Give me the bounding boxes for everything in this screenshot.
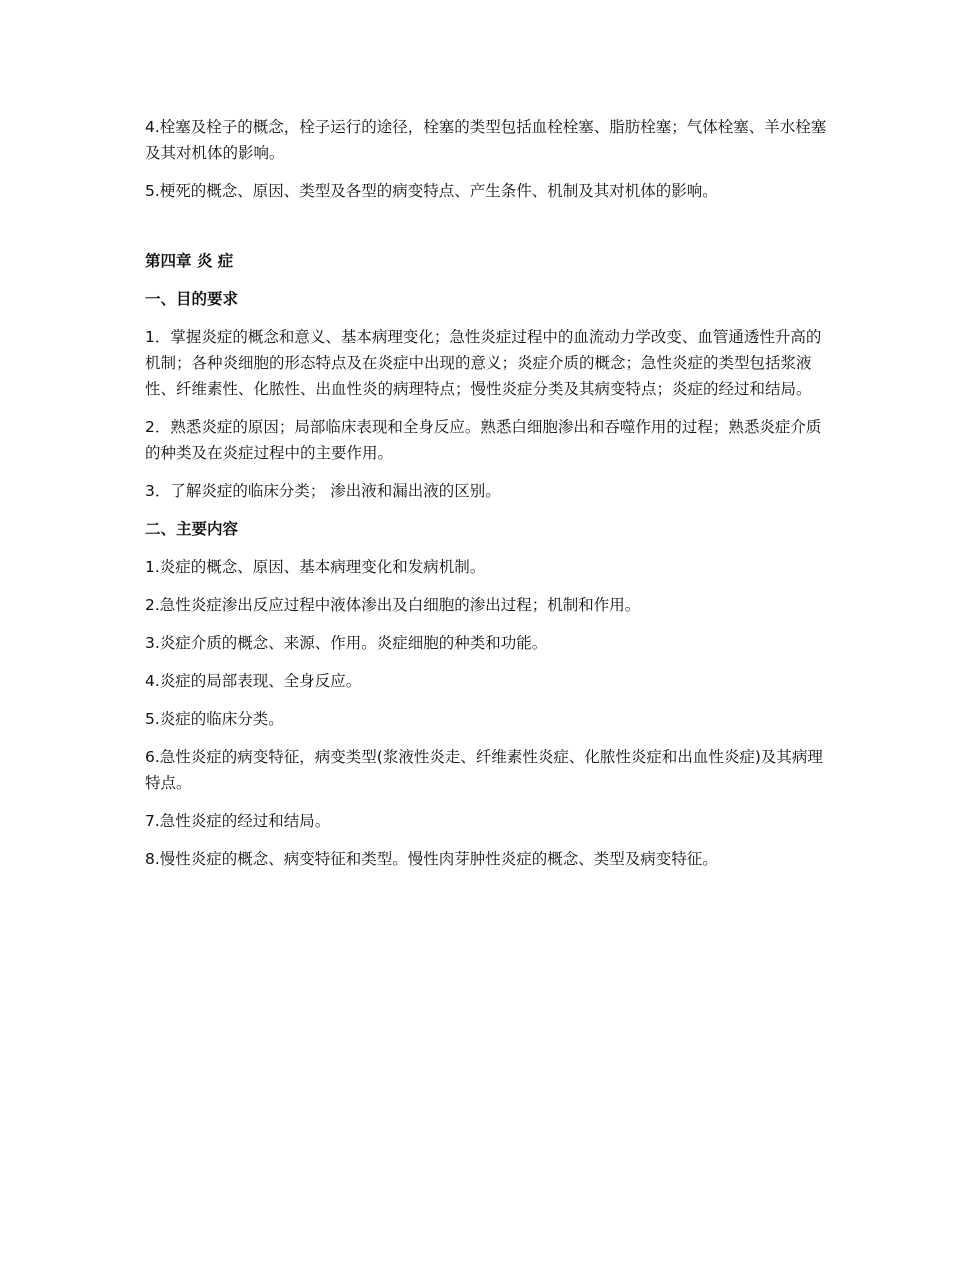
objective-item: 3．了解炎症的临床分类； 渗出液和漏出液的区别。 xyxy=(145,482,501,500)
content-item: 1.炎症的概念、原因、基本病理变化和发病机制。 xyxy=(145,558,486,576)
objective-item: 2．熟悉炎症的原因；局部临床表现和全身反应。熟悉白细胞渗出和吞噬作用的过程；熟悉炎症介质的种类及在炎症过程中的主要作用。 xyxy=(145,418,822,462)
content-item: 6.急性炎症的病变特征，病变类型(浆液性炎走、纤维素性炎症、化脓性炎症和出血性炎症)及其病理特点。 xyxy=(145,748,823,792)
section-gap xyxy=(145,216,835,248)
objective-item: 1．掌握炎症的概念和意义、基本病理变化；急性炎症过程中的血流动力学改变、血管通透性升高的机制；各种炎细胞的形态特点及在炎症中出现的意义；炎症介质的概念；急性炎症的类型包括浆液性、纤维素性、化脓性、出血性炎的病理特点；慢性炎症分类及其病变特点；炎症的经过和结局。 xyxy=(145,328,822,398)
section-heading-main-content: 二、主要内容 xyxy=(145,520,239,538)
content-item: 4.炎症的局部表现、全身反应。 xyxy=(145,672,362,690)
content-item: 5.炎症的临床分类。 xyxy=(145,710,284,728)
content-item: 3.炎症介质的概念、来源、作用。炎症细胞的种类和功能。 xyxy=(145,634,548,652)
document-body xyxy=(145,114,835,884)
content-item: 8.慢性炎症的概念、病变特征和类型。慢性肉芽肿性炎症的概念、类型及病变特征。 xyxy=(145,850,718,868)
content-item: 7.急性炎症的经过和结局。 xyxy=(145,812,331,830)
section-heading-objectives: 一、目的要求 xyxy=(145,290,239,308)
chapter-title: 第四章 炎 症 xyxy=(145,252,234,270)
infarction-item: 5.梗死的概念、原因、类型及各型的病变特点、产生条件、机制及其对机体的影响。 xyxy=(145,182,718,200)
content-item: 2.急性炎症渗出反应过程中液体渗出及白细胞的渗出过程；机制和作用。 xyxy=(145,596,641,614)
embolism-item: 4.栓塞及栓子的概念，栓子运行的途径，栓塞的类型包括血栓栓塞、脂肪栓塞；气体栓塞、羊水栓塞及其对机体的影响。 xyxy=(145,118,827,162)
